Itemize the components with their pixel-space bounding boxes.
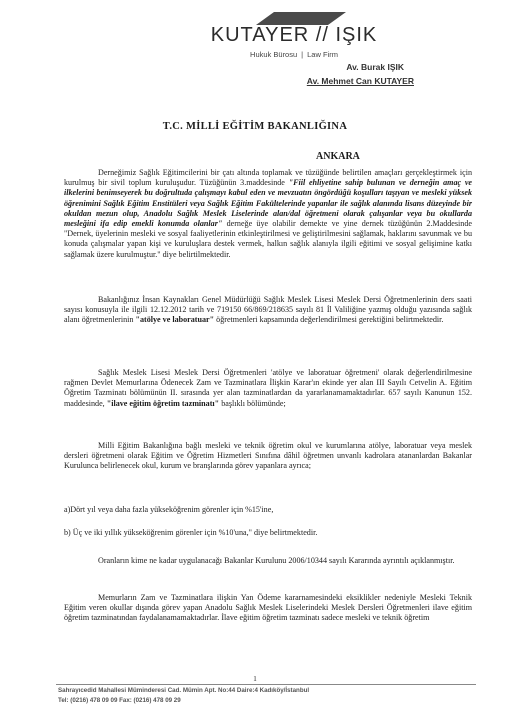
list-item-b: b) Üç ve iki yıllık yükseköğrenim görenler için %10'una," diye belirtmektedir. [64,528,318,537]
para2-bold: "atölye ve laboratuar" [135,315,215,325]
firm-subtitle-separator: | [301,50,304,59]
para1-quote: "Fiil ehliyetine sahip bulunan ve derneğin amaç ve ilkelerini benimseyerek bu doğrultuda çalışmayı kabul eden ve mevzuatın öngördüğü koşulları taşıyan ve mesleki yüksek öğrenimini Sağlık Eğitim Enstitüleri veya Sağlık Eğitim Fakültelerinde yapanlar ile sağlık alanında lisans düzeyinde bir okuldan mezun olup, Anadolu Sağlık Meslek Liselerinde alan/dal öğretmeni olarak çalışanlar veya bu okullarda mesleğini ifa edip emekli konumda olanlar" [64,178,473,229]
page-number: 1 [253,675,257,683]
footer-divider [56,684,476,685]
para1-text-2: derneğe üye olabilir demekte ve yine dernek tüzüğünün 2.Maddesinde "Dernek, üyelerinin mesleki ve sosyal faaliyetlerinin etkinleştirilmesi ve geliştirilmesini sağlamak, haklarını savunmak ve bu konuda çalışmalar yapan kişi ve kuruluşlara destek vermek, halkın sağlık alanıyla ilgili eğitimi ve sosyal gelişimine katkı sağlamak üzere kurulmuştur." diye belirtilmektedir. [64,219,472,259]
paragraph-ministry-schools [64,441,472,472]
paragraph-association [64,168,472,260]
para4-text: Milli Eğitim Bakanlığına bağlı mesleki ve teknik öğretim okul ve kurumlarına atölye, laboratuar veya meslek dersleri öğretmeni olarak Eğitim ve Öğretim Hizmetleri Sınıfına dâhil öğretmen unvanlı kadrolara atananlardan Bakanlar Kurulunca belirlenecek okul, kurum ve branşlarında görev yapanlara ayrıca; [64,441,472,471]
list-item-a: a)Dört yıl veya daha fazla yükseköğrenim görenler için %15'ine, [64,505,274,514]
partner-name-1: Av. Burak IŞIK [346,62,404,72]
paragraph-ministry-letter [64,295,472,326]
paragraph-deficiencies [64,593,472,624]
footer-contact: Tel: (0216) 478 09 09 Fax: (0216) 478 09 29 [58,697,181,704]
para2-text-1: Bakanlığınız İnsan Kaynakları Genel Müdürlüğü Sağlık Meslek Lisesi Meslek Dersi Öğretmenlerinin ders saati sayısı konusuyla ile ilgili 12.12.2012 tarih ve 719150 66/869/218635 sayılı 81 İl Valiliğine yazmış olduğu yazısında sağlık alanı öğretmenlerinin [64,295,472,325]
firm-subtitle [174,50,414,59]
paragraph-compensation [64,368,472,409]
para5-text: Oranların kime ne kadar uygulanacağı Bakanlar Kurulunu 2006/10344 sayılı Kararında ayrıntılı açıklanmıştır. [98,556,455,565]
recipient-city: ANKARA [316,151,360,162]
paragraph-rates [64,556,472,566]
firm-name: KUTAYER // IŞIK [210,24,378,46]
para6-text: Memurların Zam ve Tazminatlara ilişkin Yan Ödeme kararnamesindeki eksiklikler nedeniyle Mesleki Teknik Eğitim veren okullar dışında görev yapan Anadolu Sağlık Meslek Liselerindeki Meslek Dersleri Öğretmenleri ilave eğitim öğretim tazminatından faydalanamamaktadırlar. İlave eğitim öğretim tazminatı sadece mesleki ve teknik öğretim [64,593,472,623]
para2-text-2: öğretmenleri kapsamında değerlendirilmesi gerektiğini belirtmektedir. [214,315,444,325]
recipient-heading: T.C. MİLLİ EĞİTİM BAKANLIĞINA [162,121,348,132]
para1-text-1: Derneğimiz Sağlık Eğitimcilerini bir çatı altında toplamak ve tüzüğünde belirtilen amaçları gerçekleştirmek için kurulmuş bir sivil toplum kuruluşudur. Tüzüğünün 3.maddesinde [64,168,472,188]
partner-name-2: Av. Mehmet Can KUTAYER [306,76,414,86]
firm-subtitle-left: Hukuk Bürosu [250,50,298,59]
para3-text-1: Sağlık Meslek Lisesi Meslek Dersi Öğretmenleri 'atölye ve laboratuar öğretmeni' olarak değerlendirilmesine rağmen Devlet Memurlarına Ödenecek Zam ve Tazminatlara İlişkin Karar'ın ekinde yer alan III Sayılı Cetvelin A. Eğitim Öğretim Tazminatı bölümünün II. sırasında yer alan tazminatlardan da yararlanamamaktadırlar. 657 sayılı Kanunun 152. maddesinde, [64,368,472,408]
footer-address: Sahrayıcedid Mahallesi Müminderesi Cad. Mümin Apt. No:44 Daire:4 Kadıköy/İstanbul [58,687,310,694]
letterhead [174,6,414,98]
para3-text-2: başlıklı bölümünde; [219,398,286,408]
firm-subtitle-right: Law Firm [307,50,338,59]
para3-bold: "ilave eğitim öğretim tazminatı" [106,398,220,408]
